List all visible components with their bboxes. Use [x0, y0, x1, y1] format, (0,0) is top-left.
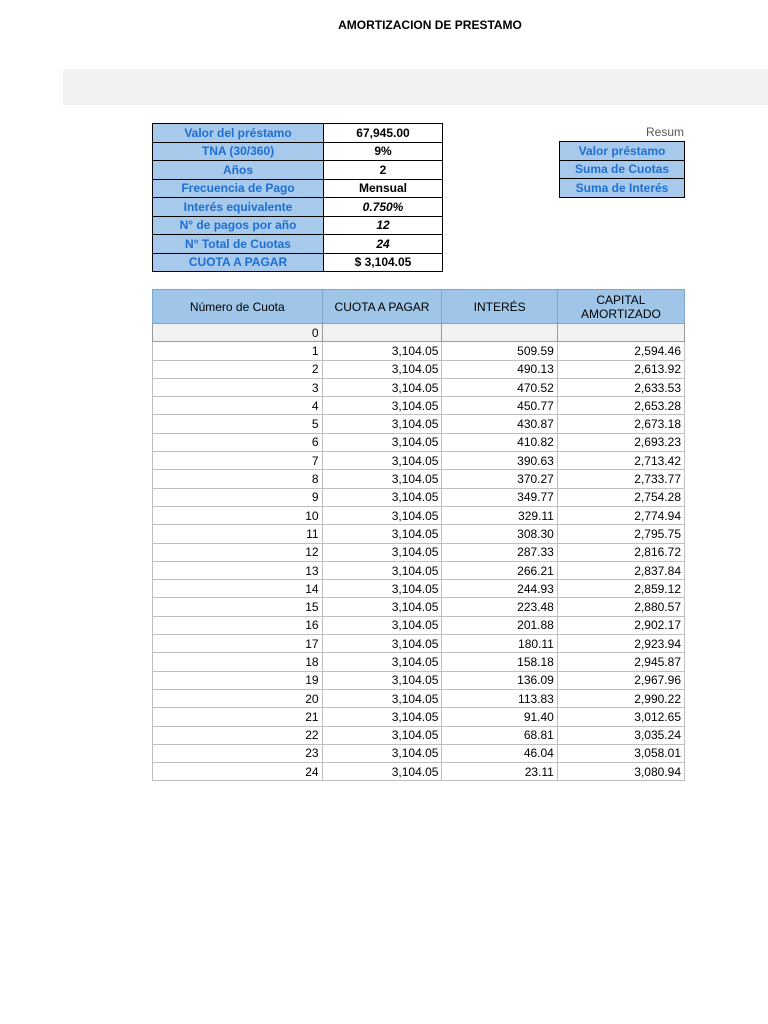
cuota-amount-cell[interactable]: 3,104.05: [322, 543, 442, 561]
interes-cell[interactable]: 370.27: [442, 470, 557, 488]
table-row: [153, 452, 685, 470]
table-row: [153, 397, 685, 415]
capital-cell[interactable]: 2,837.84: [557, 561, 684, 579]
header-interes[interactable]: INTERÉS: [442, 290, 557, 324]
param-row: [153, 253, 443, 272]
summary-label[interactable]: Suma de Cuotas: [560, 160, 685, 179]
table-row: [153, 616, 685, 634]
cuota-amount-cell[interactable]: 3,104.05: [322, 561, 442, 579]
param-row: [153, 179, 443, 198]
cuota-number-cell[interactable]: 8: [153, 470, 323, 488]
table-row: [153, 415, 685, 433]
table-row: [153, 671, 685, 689]
param-label: TNA (30/360): [153, 142, 324, 161]
interes-cell[interactable]: 450.77: [442, 397, 557, 415]
interes-cell[interactable]: 223.48: [442, 598, 557, 616]
capital-cell[interactable]: 2,673.18: [557, 415, 684, 433]
interes-cell[interactable]: 158.18: [442, 653, 557, 671]
table-row: [153, 653, 685, 671]
summary-row: [560, 179, 685, 198]
interes-cell[interactable]: 244.93: [442, 580, 557, 598]
capital-cell[interactable]: 2,967.96: [557, 671, 684, 689]
cuota-amount-cell[interactable]: 3,104.05: [322, 726, 442, 744]
table-row: [153, 378, 685, 396]
cuota-amount-cell[interactable]: 3,104.05: [322, 616, 442, 634]
table-row: [153, 506, 685, 524]
interes-cell[interactable]: 68.81: [442, 726, 557, 744]
cuota-amount-cell[interactable]: 3,104.05: [322, 470, 442, 488]
cuota-amount-cell[interactable]: [322, 324, 442, 342]
table-row: [153, 433, 685, 451]
header-cuota-a-pagar[interactable]: CUOTA A PAGAR: [322, 290, 442, 324]
header-cuota-number[interactable]: Número de Cuota: [153, 290, 323, 324]
loan-parameters-table: [152, 123, 443, 272]
param-row: [153, 161, 443, 180]
capital-cell[interactable]: 2,880.57: [557, 598, 684, 616]
capital-cell[interactable]: 3,012.65: [557, 708, 684, 726]
param-value[interactable]: 24: [324, 235, 443, 254]
cuota-number-cell[interactable]: 14: [153, 580, 323, 598]
interes-cell[interactable]: 266.21: [442, 561, 557, 579]
capital-cell[interactable]: 2,713.42: [557, 452, 684, 470]
table-row: [153, 543, 685, 561]
table-row: [153, 488, 685, 506]
param-value[interactable]: 2: [324, 161, 443, 180]
cuota-amount-cell[interactable]: 3,104.05: [322, 506, 442, 524]
cuota-amount-cell[interactable]: 3,104.05: [322, 744, 442, 762]
capital-cell[interactable]: 2,754.28: [557, 488, 684, 506]
capital-cell[interactable]: 2,733.77: [557, 470, 684, 488]
cuota-number-cell[interactable]: 18: [153, 653, 323, 671]
capital-cell[interactable]: 3,035.24: [557, 726, 684, 744]
cuota-amount-cell[interactable]: 3,104.05: [322, 708, 442, 726]
cuota-number-cell[interactable]: 7: [153, 452, 323, 470]
cuota-number-cell[interactable]: 19: [153, 671, 323, 689]
interes-cell[interactable]: 23.11: [442, 763, 557, 781]
capital-cell[interactable]: 2,633.53: [557, 378, 684, 396]
interes-cell[interactable]: 470.52: [442, 378, 557, 396]
param-label: N° de pagos por año: [153, 216, 324, 235]
param-row: [153, 198, 443, 217]
interes-cell[interactable]: 136.09: [442, 671, 557, 689]
param-label: Años: [153, 161, 324, 180]
cuota-amount-cell[interactable]: 3,104.05: [322, 433, 442, 451]
table-row: [153, 708, 685, 726]
cuota-amount-cell[interactable]: 3,104.05: [322, 452, 442, 470]
table-row: [153, 726, 685, 744]
interes-cell[interactable]: 329.11: [442, 506, 557, 524]
param-value[interactable]: 12: [324, 216, 443, 235]
summary-table: [559, 141, 685, 198]
table-row: [153, 525, 685, 543]
cuota-number-cell[interactable]: 13: [153, 561, 323, 579]
cuota-number-cell[interactable]: 3: [153, 378, 323, 396]
interes-cell[interactable]: 349.77: [442, 488, 557, 506]
interes-cell[interactable]: 410.82: [442, 433, 557, 451]
capital-cell[interactable]: 2,653.28: [557, 397, 684, 415]
cuota-number-cell[interactable]: 0: [153, 324, 323, 342]
table-row: [153, 470, 685, 488]
summary-label[interactable]: Valor préstamo: [560, 142, 685, 161]
cuota-number-cell[interactable]: 20: [153, 689, 323, 707]
cuota-number-cell[interactable]: 9: [153, 488, 323, 506]
cuota-number-cell[interactable]: 11: [153, 525, 323, 543]
summary-row: [560, 160, 685, 179]
cuota-number-cell[interactable]: 6: [153, 433, 323, 451]
interes-cell[interactable]: 308.30: [442, 525, 557, 543]
cuota-number-cell[interactable]: 2: [153, 360, 323, 378]
param-row: [153, 235, 443, 254]
capital-cell[interactable]: 2,774.94: [557, 506, 684, 524]
interes-cell[interactable]: 287.33: [442, 543, 557, 561]
capital-cell[interactable]: 3,080.94: [557, 763, 684, 781]
table-row: [153, 580, 685, 598]
interes-cell[interactable]: [442, 324, 557, 342]
header-row: [153, 290, 685, 324]
cuota-number-cell[interactable]: 16: [153, 616, 323, 634]
cuota-number-cell[interactable]: 17: [153, 635, 323, 653]
interes-cell[interactable]: 430.87: [442, 415, 557, 433]
param-value[interactable]: $ 3,104.05: [324, 253, 443, 272]
capital-cell[interactable]: 2,923.94: [557, 635, 684, 653]
param-value[interactable]: Mensual: [324, 179, 443, 198]
table-row: [153, 561, 685, 579]
cuota-amount-cell[interactable]: 3,104.05: [322, 653, 442, 671]
interes-cell[interactable]: 390.63: [442, 452, 557, 470]
param-value[interactable]: 67,945.00: [324, 124, 443, 143]
capital-cell[interactable]: 2,795.75: [557, 525, 684, 543]
capital-cell[interactable]: 3,058.01: [557, 744, 684, 762]
amortization-table: [152, 289, 685, 781]
cuota-amount-cell[interactable]: 3,104.05: [322, 598, 442, 616]
param-label: CUOTA A PAGAR: [153, 253, 324, 272]
summary-title: Resum: [645, 125, 684, 139]
capital-cell[interactable]: 2,859.12: [557, 580, 684, 598]
cuota-number-cell[interactable]: 23: [153, 744, 323, 762]
capital-cell[interactable]: [557, 324, 684, 342]
capital-cell[interactable]: 2,945.87: [557, 653, 684, 671]
capital-cell[interactable]: 2,594.46: [557, 342, 684, 360]
capital-cell[interactable]: 2,613.92: [557, 360, 684, 378]
summary-row: [560, 142, 685, 161]
param-value[interactable]: 9%: [324, 142, 443, 161]
param-label: Valor del préstamo: [153, 124, 324, 143]
cuota-amount-cell[interactable]: 3,104.05: [322, 635, 442, 653]
page-title: AMORTIZACION DE PRESTAMO: [338, 18, 522, 32]
interes-cell[interactable]: 91.40: [442, 708, 557, 726]
cuota-amount-cell[interactable]: 3,104.05: [322, 580, 442, 598]
table-row: [153, 342, 685, 360]
cuota-number-cell[interactable]: 12: [153, 543, 323, 561]
cuota-number-cell[interactable]: 15: [153, 598, 323, 616]
cuota-amount-cell[interactable]: 3,104.05: [322, 488, 442, 506]
cuota-amount-cell[interactable]: 3,104.05: [322, 763, 442, 781]
capital-cell[interactable]: 2,816.72: [557, 543, 684, 561]
param-label: N° Total de Cuotas: [153, 235, 324, 254]
param-label: Frecuencia de Pago: [153, 179, 324, 198]
capital-cell[interactable]: 2,902.17: [557, 616, 684, 634]
cuota-number-cell[interactable]: 10: [153, 506, 323, 524]
interes-cell[interactable]: 509.59: [442, 342, 557, 360]
cuota-number-cell[interactable]: 4: [153, 397, 323, 415]
param-row: [153, 216, 443, 235]
table-row: [153, 635, 685, 653]
capital-cell[interactable]: 2,990.22: [557, 689, 684, 707]
param-value[interactable]: 0.750%: [324, 198, 443, 217]
cuota-amount-cell[interactable]: 3,104.05: [322, 342, 442, 360]
table-row: [153, 360, 685, 378]
cuota-number-cell[interactable]: 21: [153, 708, 323, 726]
cuota-amount-cell[interactable]: 3,104.05: [322, 378, 442, 396]
table-row: [153, 324, 685, 342]
table-row: [153, 598, 685, 616]
header-capital-amortizado[interactable]: CAPITAL AMORTIZADO: [557, 290, 684, 324]
param-row: [153, 142, 443, 161]
interes-cell[interactable]: 490.13: [442, 360, 557, 378]
summary-label[interactable]: Suma de Interés: [560, 179, 685, 198]
cuota-number-cell[interactable]: 22: [153, 726, 323, 744]
cuota-number-cell[interactable]: 5: [153, 415, 323, 433]
cuota-amount-cell[interactable]: 3,104.05: [322, 360, 442, 378]
interes-cell[interactable]: 201.88: [442, 616, 557, 634]
cuota-number-cell[interactable]: 24: [153, 763, 323, 781]
table-row: [153, 689, 685, 707]
param-label: Interés equivalente: [153, 198, 324, 217]
interes-cell[interactable]: 46.04: [442, 744, 557, 762]
cuota-amount-cell[interactable]: 3,104.05: [322, 415, 442, 433]
cuota-amount-cell[interactable]: 3,104.05: [322, 397, 442, 415]
capital-cell[interactable]: 2,693.23: [557, 433, 684, 451]
param-row: [153, 124, 443, 143]
interes-cell[interactable]: 180.11: [442, 635, 557, 653]
cuota-number-cell[interactable]: 1: [153, 342, 323, 360]
cuota-amount-cell[interactable]: 3,104.05: [322, 689, 442, 707]
interes-cell[interactable]: 113.83: [442, 689, 557, 707]
table-row: [153, 744, 685, 762]
cuota-amount-cell[interactable]: 3,104.05: [322, 671, 442, 689]
cuota-amount-cell[interactable]: 3,104.05: [322, 525, 442, 543]
table-row: [153, 763, 685, 781]
title-band: [63, 69, 768, 105]
